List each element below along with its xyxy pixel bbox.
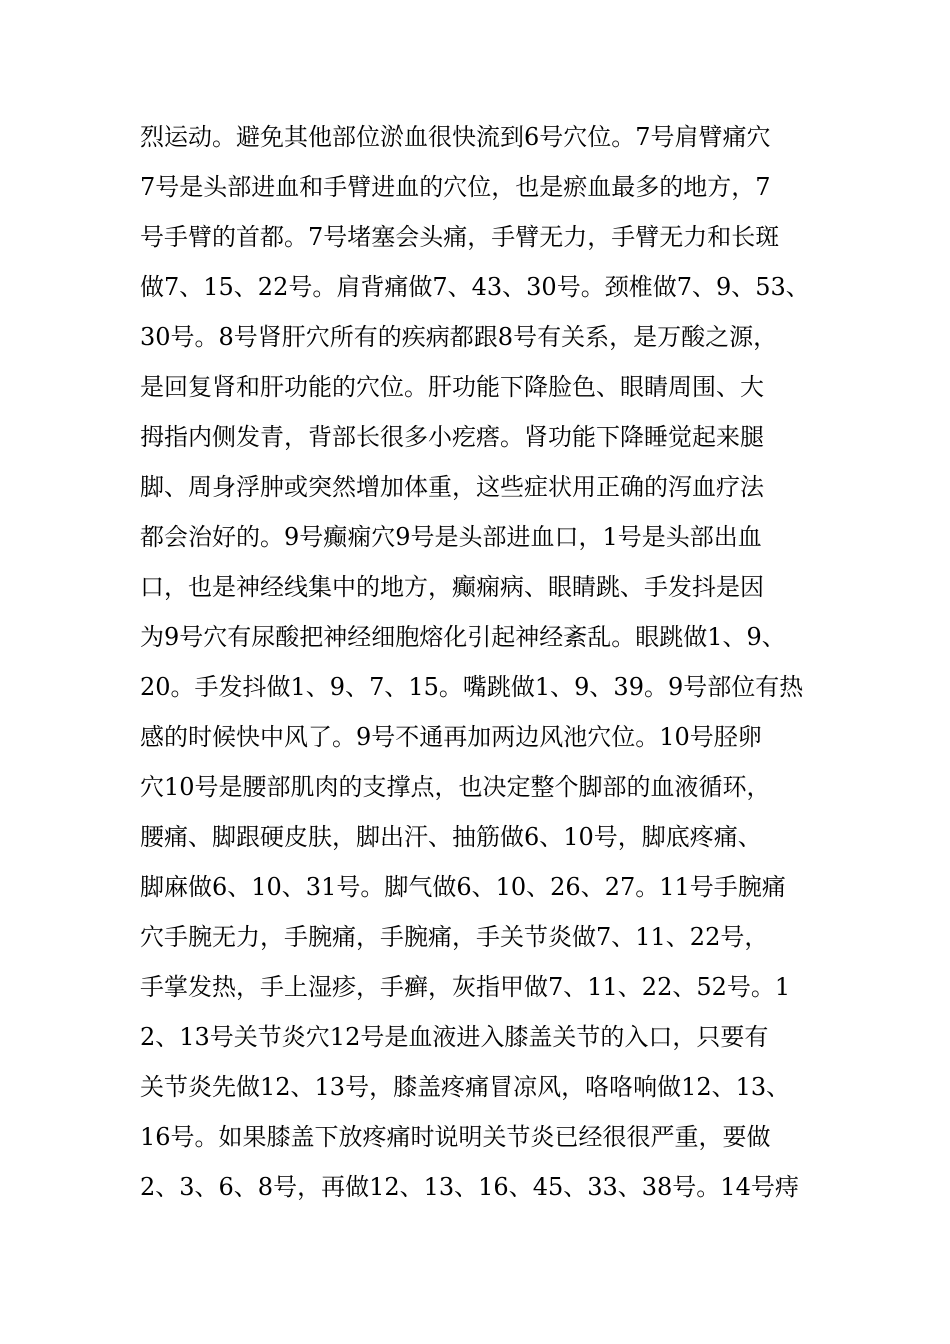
text-line: 拇指内侧发青，背部长很多小疙瘩。肾功能下降睡觉起来腿: [140, 423, 764, 451]
text-line: 脚、周身浮肿或突然增加体重，这些症状用正确的泻血疗法: [140, 473, 764, 501]
text-line: 7号是头部进血和手臂进血的穴位，也是瘀血最多的地方，7: [140, 173, 771, 201]
text-line: 腰痛、脚跟硬皮肤，脚出汗、抽筋做6、10号，脚底疼痛、: [140, 823, 762, 851]
text-line: 感的时候快中风了。9号不通再加两边风池穴位。10号胫卵: [140, 723, 762, 751]
text-line: 做7、15、22号。肩背痛做7、43、30号。颈椎做7、9、53、: [140, 273, 810, 301]
text-line: 2、3、6、8号，再做12、13、16、45、33、38号。14号痔: [140, 1173, 799, 1201]
text-line: 16号。如果膝盖下放疼痛时说明关节炎已经很很严重，要做: [140, 1123, 771, 1151]
text-line: 30号。8号肾肝穴所有的疾病都跟8号有关系，是万酸之源，: [140, 323, 778, 351]
text-line: 手掌发热，手上湿疹，手癣，灰指甲做7、11、22、52号。1: [140, 973, 791, 1001]
text-line: 穴10号是腰部肌肉的支撑点，也决定整个脚部的血液循环，: [140, 773, 771, 801]
text-line: 20。手发抖做1、9、7、15。嘴跳做1、9、39。9号部位有热: [140, 673, 804, 701]
body-text: [140, 112, 820, 1212]
text-line: 2、13号关节炎穴12号是血液进入膝盖关节的入口，只要有: [140, 1023, 769, 1051]
text-line: 烈运动。避免其他部位淤血很快流到6号穴位。7号肩臂痛穴: [140, 123, 771, 151]
text-line: 脚麻做6、10、31号。脚气做6、10、26、27。11号手腕痛: [140, 873, 786, 901]
text-line: 为9号穴有尿酸把神经细胞熔化引起神经紊乱。眼跳做1、9、: [140, 623, 786, 651]
text-line: 口，也是神经线集中的地方，癫痫病、眼睛跳、手发抖是因: [140, 573, 764, 601]
text-line: 都会治好的。9号癫痫穴9号是头部进血口，1号是头部出血: [140, 523, 762, 551]
text-line: 是回复肾和肝功能的穴位。肝功能下降脸色、眼睛周围、大: [140, 373, 764, 401]
text-line: 号手臂的首都。7号堵塞会头痛，手臂无力，手臂无力和长斑: [140, 223, 780, 251]
text-line: 穴手腕无力，手腕痛，手腕痛，手关节炎做7、11、22号，: [140, 923, 769, 951]
text-line: 关节炎先做12、13号，膝盖疼痛冒凉风，咯咯响做12、13、: [140, 1073, 791, 1101]
